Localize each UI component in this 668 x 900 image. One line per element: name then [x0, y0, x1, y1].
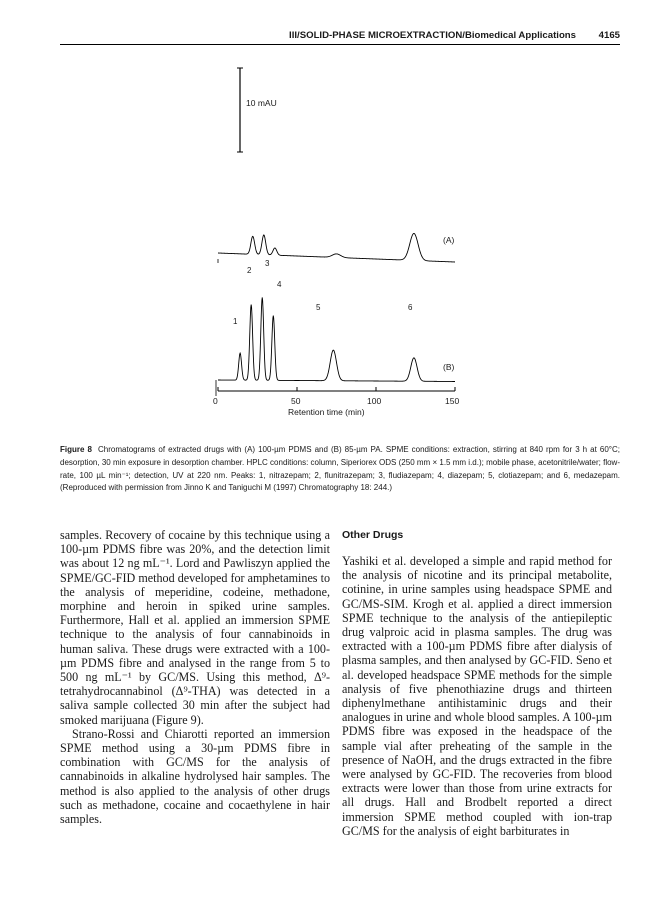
scale-bar	[237, 68, 277, 152]
peak-label-1: 1	[233, 317, 238, 326]
scale-bar-label: 10 mAU	[246, 98, 277, 108]
figure-caption	[60, 444, 620, 495]
running-header-section: III/SOLID-PHASE MICROEXTRACTION/Biomedical Applications	[289, 30, 576, 41]
peak-label-3: 3	[265, 259, 270, 268]
right-column	[342, 528, 612, 838]
trace-a-label: (A)	[443, 235, 455, 245]
trace-b-label: (B)	[443, 362, 455, 372]
x-axis-title: Retention time (min)	[288, 407, 365, 417]
figure-caption-text: Chromatograms of extracted drugs with (A) 100-µm PDMS and (B) 85-µm PA. SPME conditions: extraction, stirring at 840 rpm for 3 h at 60°C; desorption, 30 min exposure in desorption chamber. HPLC conditions: column, Siperiorex ODS (250 mm × 1.5 mm i.d.); mobile phase, acetonitrile/water; flow-rate, 100 µL min⁻¹; detection, UV at 220 nm. Peaks: 1, nitrazepam; 2, flunitrazepam; 3, fludiazepam; 4, diazepam; 5, clotiazepam; and 6, medazepam. (Reproduced with permission from Jinno K and Taniguchi M (1997) Chromatography 18: 244.)	[60, 445, 620, 493]
peak-label-6: 6	[408, 303, 413, 312]
trace-b	[218, 297, 455, 381]
x-axis	[213, 387, 459, 417]
chromatogram-figure	[0, 0, 668, 430]
x-tick-100: 100	[367, 396, 382, 406]
x-tick-0: 0	[213, 396, 218, 406]
page-number: 4165	[598, 30, 620, 41]
x-tick-150: 150	[445, 396, 460, 406]
right-paragraph-1: Yashiki et al. developed a simple and rapid method for the analysis of nicotine and its principal metabolite, cotinine, in urine samples using headspace SPME and GC/MS-SIM. Krogh et al. applied a direct immersion SPME technique to the analysis of the antiepileptic drug valproic acid in plasma samples. The drug was extracted with a 100-µm PDMS fibre after dialysis of plasma samples, and then analysed by GC-FID. Seno et al. developed headspace SPME methods for the simple analysis of five phenothiazine drugs and thirteen diphenylmethane antihistaminic drugs and their analogues in urine and whole blood samples. A 100-µm PDMS fibre was exposed in the headspace of the sample vial after preheating of the sample in the presence of NaOH, and the drugs extracted in the fibre were analysed by GC-FID. The recoveries from blood extracts were lower than those from urine extracts for all drugs. Hall and Brodbelt reported a direct immersion SPME method coupled with ion-trap GC/MS for the analysis of eight barbiturates in	[342, 554, 612, 838]
figure-caption-label: Figure 8	[60, 445, 92, 454]
peak-label-5: 5	[316, 303, 321, 312]
left-paragraph-1: samples. Recovery of cocaine by this technique using a 100-µm PDMS fibre was 20%, and the detection limit was about 12 ng mL⁻¹. Lord and Pawliszyn applied the SPME/GC-FID method developed for amphetamines to the analysis of meperidine, codeine, methadone, morphine and heroin in spiked urine samples. Furthermore, Hall et al. applied an immersion SPME technique to the analysis of four cannabinoids in human saliva. These drugs were extracted with a 100-µm PDMS fibre and analysed in the range from 5 to 500 ng mL⁻¹ by GC/MS. Using this method, Δ⁹-tetrahydrocannabinol (Δ⁹-THA) was detected in a saliva sample collected 30 min after the subject had smoked marijuana (Figure 9).	[60, 528, 330, 727]
trace-a	[218, 233, 455, 262]
left-column	[60, 528, 330, 826]
x-tick-50: 50	[291, 396, 301, 406]
section-heading-other-drugs: Other Drugs	[342, 529, 404, 541]
peak-label-2: 2	[247, 266, 252, 275]
left-paragraph-2: Strano-Rossi and Chiarotti reported an immersion SPME method using a 30-µm PDMS fibre in combination with GC/MS for the analysis of cannabinoids in alkaline hydrolysed hair samples. The method is also applied to the analysis of other drugs such as methadone, cocaine and cocaethylene in hair samples.	[60, 726, 330, 827]
peak-label-4: 4	[277, 280, 282, 289]
